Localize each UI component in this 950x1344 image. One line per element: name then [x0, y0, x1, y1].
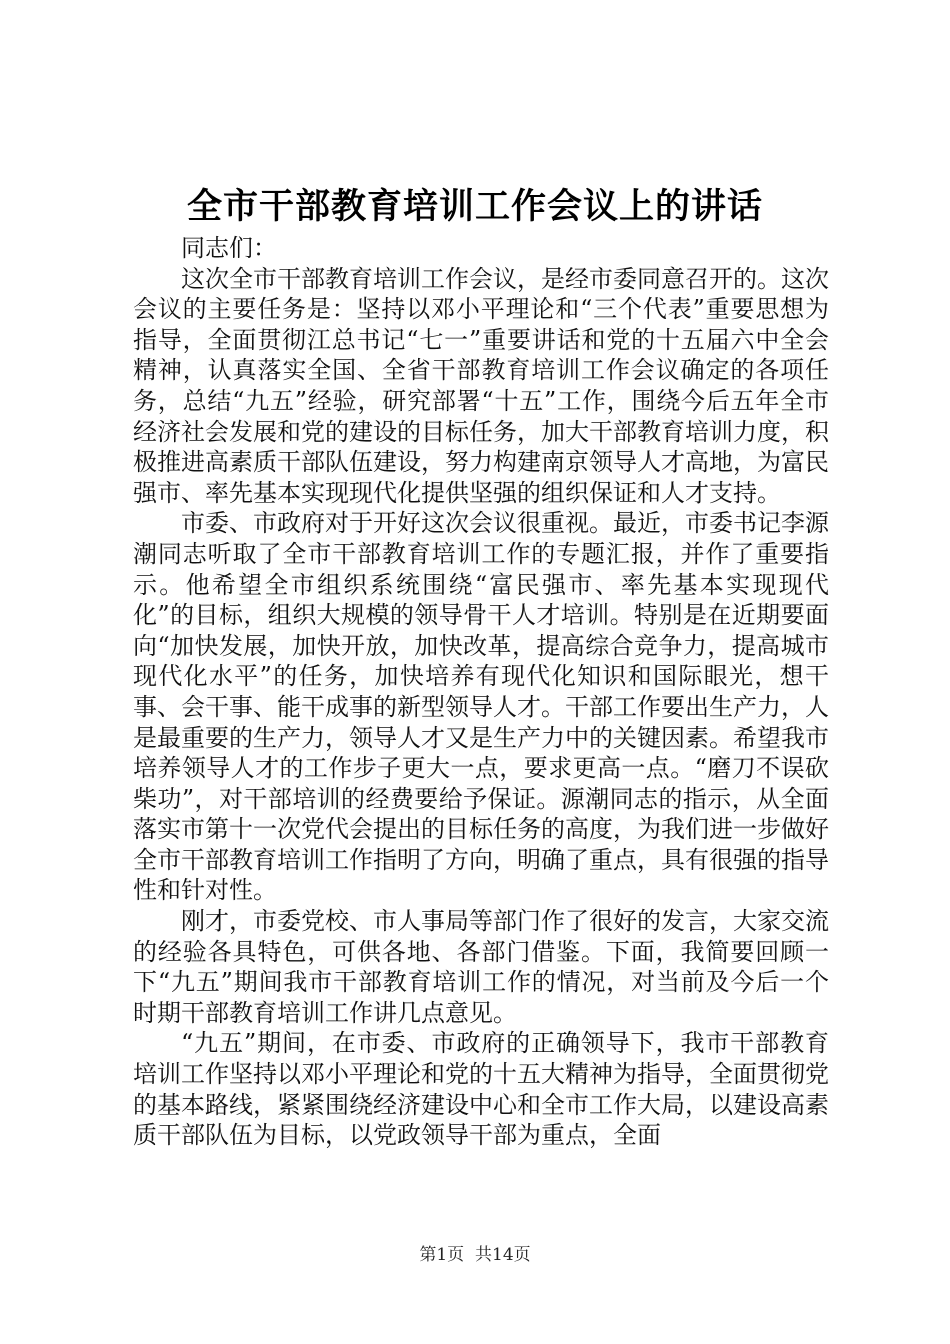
page-number: 第1页: [419, 1245, 465, 1265]
page-footer: [0, 1244, 950, 1266]
salutation: 同志们：: [181, 234, 277, 262]
document-title: 全市干部教育培训工作会议上的讲话: [186, 186, 763, 227]
page-total: 共14页: [475, 1245, 531, 1265]
paragraph-1: 这次全市干部教育培训工作会议，是经市委同意召开的。这次会议的主要任务是：坚持以邓小平理论和“三个代表”重要思想为指导，全面贯彻江总书记“七一”重要讲话和党的十五届六中全会精神，认真落实全国、全省干部教育培训工作会议确定的各项任务，总结“九五”经验，研究部署“十五”工作，围绕今后五年全市经济社会发展和党的建设的目标任务，加大干部教育培训力度，积极推进高素质干部队伍建设，努力构建南京领导人才高地，为富民强市、率先基本实现现代化提供坚强的组织保证和人才支持。: [133, 264, 829, 507]
paragraph-4: “九五”期间，在市委、市政府的正确领导下，我市干部教育培训工作坚持以邓小平理论和党的十五大精神为指导，全面贯彻党的基本路线，紧紧围绕经济建设中心和全市工作大局，以建设高素质干部队伍为目标，以党政领导干部为重点，全面: [133, 1029, 829, 1150]
document-body: [133, 233, 829, 1151]
paragraph-2: 市委、市政府对于开好这次会议很重视。最近，市委书记李源潮同志听取了全市干部教育培训工作的专题汇报，并作了重要指示。他希望全市组织系统围绕“富民强市、率先基本实现现代化”的目标，组织大规模的领导骨干人才培训。特别是在近期要面向“加快发展，加快开放，加快改革，提高综合竞争力，提高城市现代化水平”的任务，加快培养有现代化知识和国际眼光，想干事、会干事、能干成事的新型领导人才。干部工作要出生产力，人是最重要的生产力，领导人才又是生产力中的关键因素。希望我市培养领导人才的工作步子更大一点，要求更高一点。“磨刀不误砍柴功”，对干部培训的经费要给予保证。源潮同志的指示，从全面落实市第十一次党代会提出的目标任务的高度，为我们进一步做好全市干部教育培训工作指明了方向，明确了重点，具有很强的指导性和针对性。: [133, 509, 829, 905]
paragraph-3: 刚才，市委党校、市人事局等部门作了很好的发言，大家交流的经验各具特色，可供各地、各部门借鉴。下面，我简要回顾一下“九五”期间我市干部教育培训工作的情况，对当前及今后一个时期干部教育培训工作讲几点意见。: [133, 907, 829, 1027]
